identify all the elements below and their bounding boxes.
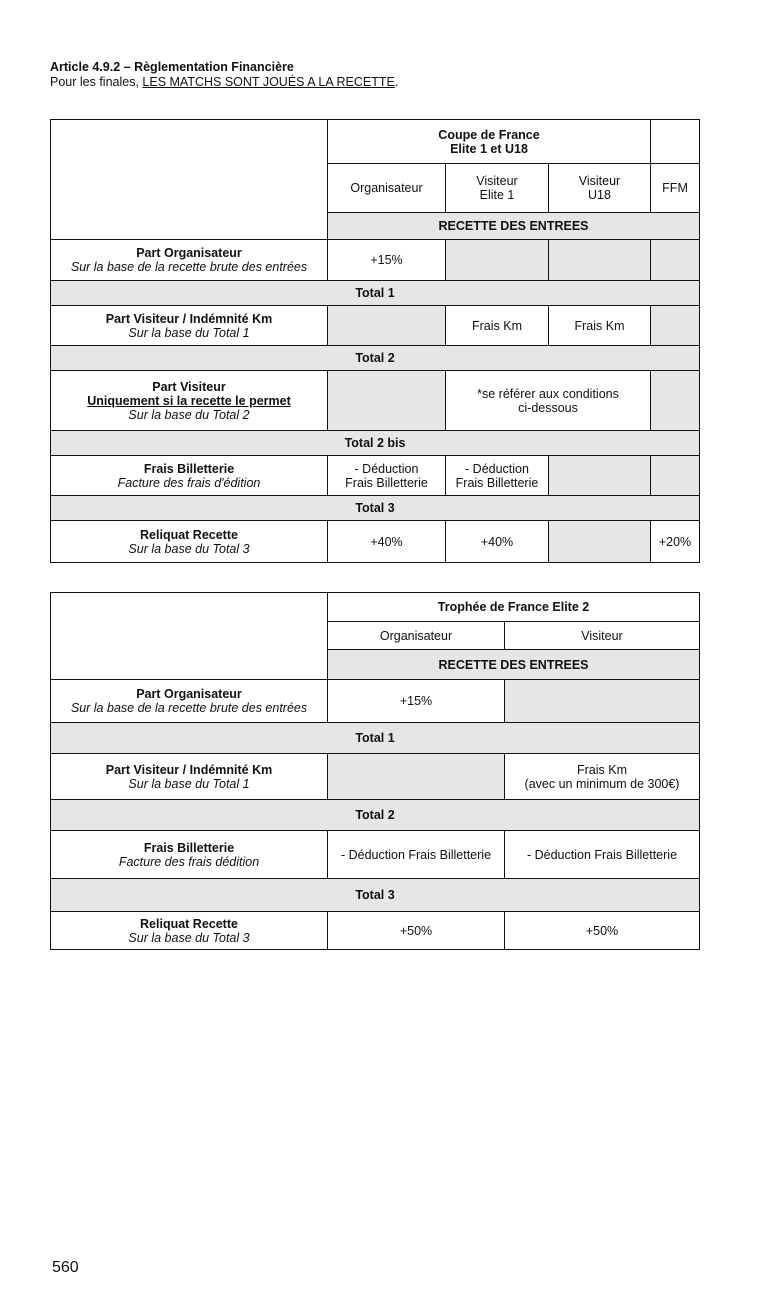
reliquat-label — [51, 912, 328, 950]
deduction-org: - Déduction Frais Billetterie — [328, 831, 505, 879]
col-organisateur: Organisateur — [328, 164, 446, 213]
total3-row: Total 3 — [51, 879, 700, 912]
reliquat-org: +40% — [328, 521, 446, 563]
part-vis-title: Part Visiteur — [152, 379, 226, 394]
subtitle-underlined: LES MATCHS SONT JOUÉS A LA RECETTE — [142, 75, 395, 89]
col-visiteur-u18-l2: U18 — [588, 188, 611, 202]
reliquat-sub: Sur la base du Total 3 — [128, 930, 250, 945]
col-ffm: FFM — [651, 164, 700, 213]
total3-row: Total 3 — [51, 496, 700, 521]
competition-header — [328, 120, 651, 164]
empty-corner-cell — [51, 593, 328, 680]
part-organisateur-label — [51, 240, 328, 281]
deduction-l2: Frais Billetterie — [455, 475, 539, 490]
part-vis-km-title: Part Visiteur / Indémnité Km — [105, 762, 273, 777]
part-org-sub: Sur la base de la recette brute des entrées — [70, 260, 308, 274]
deduction-elite1 — [446, 456, 549, 496]
recette-row: RECETTE DES ENTREES — [328, 213, 700, 240]
part-org-sub: Sur la base de la recette brute des entrées — [70, 701, 308, 715]
frais-billetterie-label — [51, 456, 328, 496]
frais-km-elite1: Frais Km — [446, 306, 549, 346]
trophee-de-france-table — [50, 592, 700, 950]
empty-cell — [549, 456, 651, 496]
empty-cell — [446, 240, 549, 281]
total1-row: Total 1 — [51, 723, 700, 754]
deduction-l1: - Déduction — [354, 461, 419, 476]
part-vis-condition: Uniquement si la recette le permet — [87, 393, 291, 408]
reliquat-ffm: +20% — [651, 521, 700, 563]
article-subtitle — [50, 75, 398, 90]
reliquat-sub: Sur la base du Total 3 — [128, 541, 250, 556]
part-vis-km-sub: Sur la base du Total 1 — [128, 325, 250, 340]
part-org-title: Part Organisateur — [136, 246, 242, 260]
deduction-l1: - Déduction — [465, 461, 529, 476]
col-visiteur: Visiteur — [505, 622, 700, 650]
total2-row: Total 2 — [51, 346, 700, 371]
frais-bil-sub: Facture des frais d'édition — [117, 475, 261, 490]
part-org-value: +15% — [328, 240, 446, 281]
part-org-title: Part Organisateur — [136, 687, 242, 701]
competition-header: Trophée de France Elite 2 — [328, 593, 700, 622]
col-visiteur-u18 — [549, 164, 651, 213]
frais-km-visiteur — [505, 754, 700, 800]
part-visiteur-km-label — [51, 754, 328, 800]
col-visiteur-elite1-l1: Visiteur — [476, 174, 518, 188]
frais-bil-title: Frais Billetterie — [143, 461, 235, 476]
total2-row: Total 2 — [51, 800, 700, 831]
subtitle-prefix: Pour les finales, — [50, 75, 143, 89]
competition-line1: Coupe de France — [438, 127, 540, 142]
empty-cell — [328, 371, 446, 431]
empty-cell — [651, 240, 700, 281]
frais-km-l2: (avec un minimum de 300€) — [524, 776, 680, 791]
part-org-value: +15% — [328, 680, 505, 723]
part-organisateur-label — [51, 680, 328, 723]
part-vis-km-title: Part Visiteur / Indémnité Km — [105, 311, 273, 326]
frais-km-u18: Frais Km — [549, 306, 651, 346]
part-vis-km-sub: Sur la base du Total 1 — [128, 776, 250, 791]
frais-bil-title: Frais Billetterie — [143, 840, 235, 855]
conditions-note — [446, 371, 651, 431]
conditions-l2: ci-dessous — [518, 400, 578, 415]
subtitle-suffix: . — [394, 75, 399, 89]
reliquat-label — [51, 521, 328, 563]
coupe-de-france-table — [50, 119, 700, 563]
col-visiteur-elite1 — [446, 164, 549, 213]
competition-line2: Elite 1 et U18 — [450, 141, 528, 156]
frais-bil-sub: Facture des frais dédition — [118, 854, 260, 869]
conditions-l1: *se référer aux conditions — [477, 386, 619, 401]
reliquat-vis: +50% — [505, 912, 700, 950]
article-header — [50, 60, 398, 90]
col-visiteur-elite1-l2: Elite 1 — [479, 188, 515, 202]
empty-cell — [328, 754, 505, 800]
frais-km-l1: Frais Km — [577, 762, 627, 777]
part-visiteur-km-label — [51, 306, 328, 346]
deduction-vis: - Déduction Frais Billetterie — [505, 831, 700, 879]
empty-cell — [328, 306, 446, 346]
col-organisateur: Organisateur — [328, 622, 505, 650]
empty-cell — [651, 456, 700, 496]
total2bis-row: Total 2 bis — [51, 431, 700, 456]
empty-cell — [651, 306, 700, 346]
article-title: Article 4.9.2 – Règlementation Financière — [50, 60, 294, 74]
empty-cell — [651, 371, 700, 431]
deduction-org — [328, 456, 446, 496]
empty-corner-cell — [51, 120, 328, 240]
reliquat-title: Reliquat Recette — [140, 916, 238, 931]
deduction-l2: Frais Billetterie — [345, 475, 428, 490]
page-number: 560 — [52, 1259, 79, 1276]
reliquat-elite1: +40% — [446, 521, 549, 563]
empty-cell — [549, 240, 651, 281]
recette-row: RECETTE DES ENTREES — [328, 650, 700, 680]
total1-row: Total 1 — [51, 281, 700, 306]
reliquat-org: +50% — [328, 912, 505, 950]
reliquat-title: Reliquat Recette — [140, 527, 238, 542]
empty-cell — [549, 521, 651, 563]
part-visiteur-label — [51, 371, 328, 431]
empty-cell — [505, 680, 700, 723]
frais-billetterie-label — [51, 831, 328, 879]
part-vis-sub: Sur la base du Total 2 — [128, 407, 250, 422]
empty-cell — [651, 120, 700, 164]
col-visiteur-u18-l1: Visiteur — [578, 174, 621, 188]
